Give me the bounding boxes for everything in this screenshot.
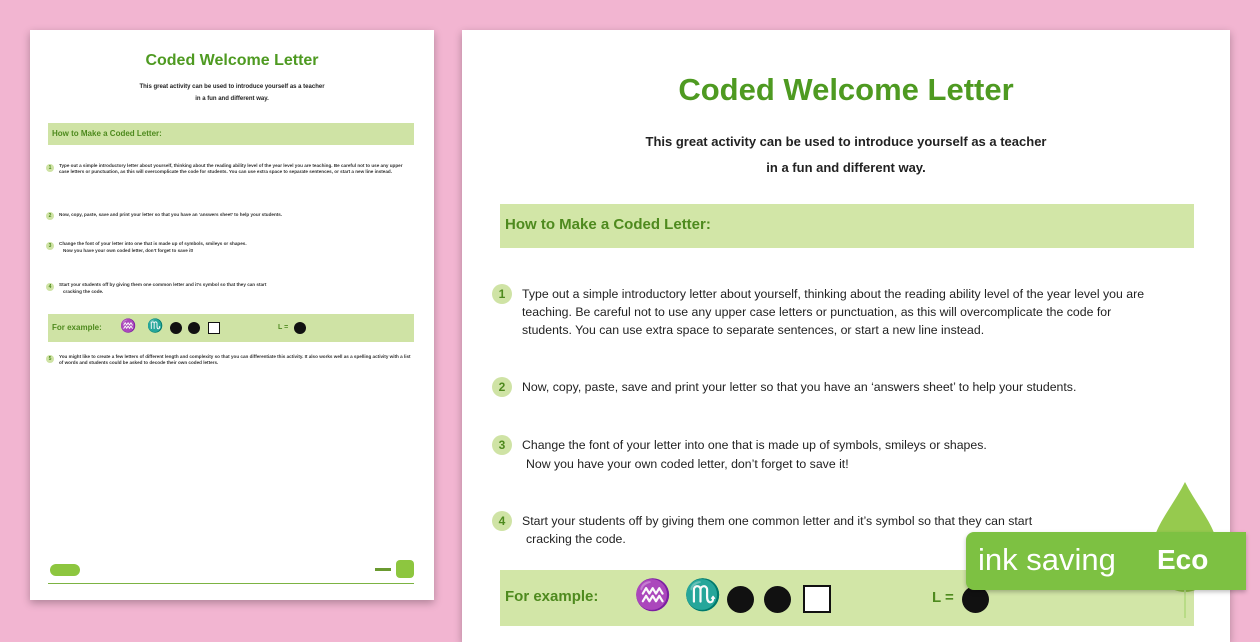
example-equation: L = [932, 589, 954, 606]
step-text: You might like to create a few letters of different length and complexity so that you can differentiate this activity. It also works well as a spelling activity with a list of words and students could be asked to decode their own coded letters. [59, 354, 411, 366]
aquarius-symbol: ♒ [120, 318, 137, 333]
step-number: 4 [46, 283, 54, 291]
doc-title: Coded Welcome Letter [145, 52, 319, 69]
eco-logo [396, 560, 414, 578]
ink-saving-text: ink saving [978, 542, 1116, 577]
step-text-line-1: Change the font of your letter into one that is made up of symbols, smileys or shapes. [522, 438, 987, 452]
circle-symbol [962, 586, 989, 613]
example-label: For example: [505, 588, 599, 605]
footer-text [375, 568, 391, 571]
step-text: Now, copy, paste, save and print your letter so that you have an ‘answers sheet’ to help your students. [522, 380, 1077, 394]
step-text: Now, copy, paste, save and print your letter so that you have an ‘answers sheet’ to help your students. [59, 212, 283, 217]
square-symbol [803, 585, 831, 613]
step-number: 2 [492, 377, 512, 397]
step-text-line-2: cracking the code. [526, 532, 626, 546]
example-equation: L = [278, 324, 289, 331]
eco-text: Eco [1157, 544, 1209, 575]
circle-symbol [294, 322, 306, 334]
step-text-line-2: Now you have your own coded letter, don’t forget to save it! [526, 457, 849, 471]
step-text-line-1: Start your students off by giving them one common letter and it’s symbol so that they can start [522, 514, 1033, 528]
step-number: 5 [46, 355, 54, 363]
brand-logo [50, 564, 80, 576]
step-number: 1 [492, 284, 512, 304]
section-heading-band [48, 123, 414, 145]
section-heading: How to Make a Coded Letter: [505, 216, 711, 233]
example-label: For example: [52, 323, 102, 332]
square-symbol [208, 322, 220, 334]
aquarius-symbol: ♒ [634, 579, 672, 612]
step-number: 1 [46, 164, 54, 172]
step-number: 3 [46, 242, 54, 250]
document-preview-small [30, 30, 434, 600]
intro-line-2: in a fun and different way. [195, 96, 269, 102]
scorpio-symbol: ♏ [147, 318, 164, 333]
doc-title: Coded Welcome Letter [678, 72, 1014, 107]
step-text: Type out a simple introductory letter about yourself, thinking about the reading ability level of the year level you are teaching. Be careful not to use any upper case letters or punctuation, as this will overcomplicate the code for students. You can use extra space to separate sentences, or start a new line instead. [59, 163, 403, 175]
step-number: 2 [46, 212, 54, 220]
section-heading: How to Make a Coded Letter: [52, 129, 162, 138]
example-band [48, 314, 414, 342]
intro-line-1: This great activity can be used to introduce yourself as a teacher [139, 84, 325, 90]
circle-symbol [764, 586, 791, 613]
step-text-line-1: Change the font of your letter into one that is made up of symbols, smileys or shapes. [59, 241, 247, 246]
scorpio-symbol: ♏ [684, 579, 722, 612]
ink-saving-badge [966, 532, 1246, 590]
circle-symbol [727, 586, 754, 613]
section-heading-band [500, 204, 1194, 248]
step-number: 3 [492, 435, 512, 455]
circle-symbol [170, 322, 182, 334]
intro-line-1: This great activity can be used to introduce yourself as a teacher [645, 134, 1047, 149]
circle-symbol [188, 322, 200, 334]
intro-line-2: in a fun and different way. [766, 160, 926, 175]
step-text-line-2: Now you have your own coded letter, don’t forget to save it! [63, 248, 194, 253]
step-text-line-2: cracking the code. [63, 289, 104, 294]
step-text: Type out a simple introductory letter about yourself, thinking about the reading ability level of the year level you are teaching. Be careful not to use any upper case letters or punctuation, as this will overcomplicate the code for students. You can use extra space to separate sentences, or start a new line instead. [522, 287, 1145, 337]
step-text-line-1: Start your students off by giving them one common letter and it’s symbol so that they can start [59, 282, 267, 287]
step-number: 4 [492, 511, 512, 531]
footer-divider [48, 583, 414, 584]
